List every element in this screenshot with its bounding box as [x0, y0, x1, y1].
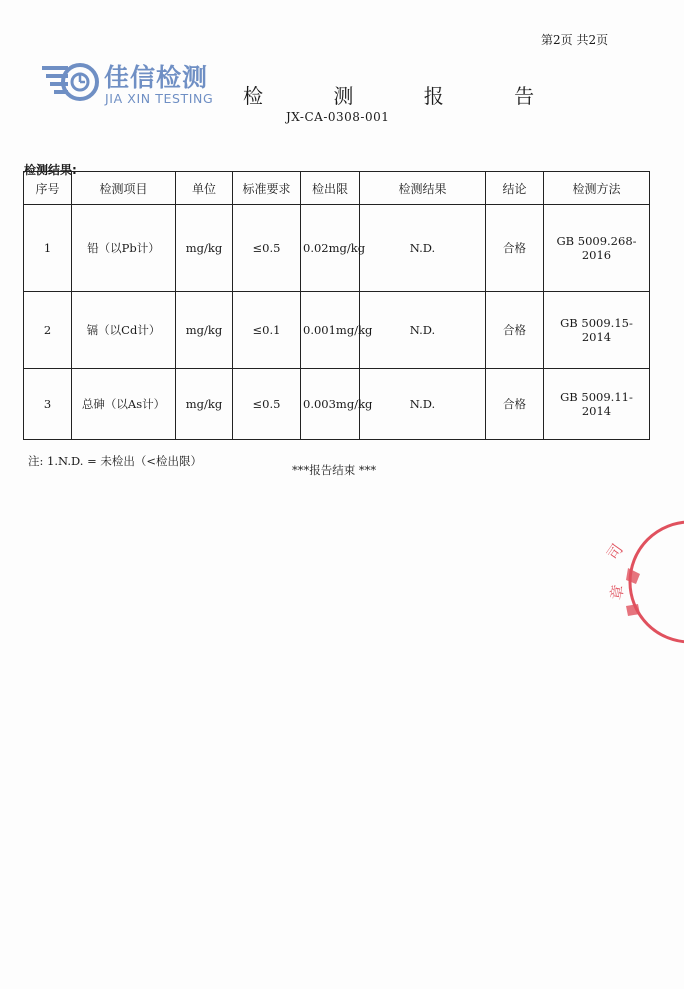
results-table: [23, 171, 650, 440]
table-header-row: [24, 172, 650, 205]
cell-result: N.D.: [360, 369, 486, 440]
svg-text:司: 司: [603, 540, 627, 564]
cell-unit: mg/kg: [176, 205, 233, 292]
logo-english-name: JIA XIN TESTING: [105, 91, 214, 106]
table-footnote: 注: 1.N.D. = 未检出（<检出限）: [28, 454, 203, 468]
column-header: 单位: [176, 172, 233, 205]
report-end-marker: ***报告结束 ***: [292, 463, 377, 477]
column-header: 标准要求: [233, 172, 301, 205]
cell-method: GB 5009.11-2014: [544, 369, 650, 440]
cell-method: GB 5009.15-2014: [544, 292, 650, 369]
table-row: [24, 205, 650, 292]
cell-no: 3: [24, 369, 72, 440]
column-header: 结论: [486, 172, 544, 205]
column-header: 序号: [24, 172, 72, 205]
cell-no: 2: [24, 292, 72, 369]
section-label: 检测结果:: [24, 163, 77, 177]
cell-conclusion: 合格: [486, 369, 544, 440]
report-title: 检 测 报 告: [243, 84, 567, 108]
column-header: 检出限: [301, 172, 360, 205]
report-number: JX-CA-0308-001: [286, 110, 390, 124]
table-row: [24, 369, 650, 440]
cell-limit: 0.003mg/kg: [301, 369, 360, 440]
column-header: 检测方法: [544, 172, 650, 205]
cell-limit: 0.02mg/kg: [301, 205, 360, 292]
cell-conclusion: 合格: [486, 205, 544, 292]
cell-requirement: ≤0.5: [233, 369, 301, 440]
cell-no: 1: [24, 205, 72, 292]
cell-item: 铅（以Pb计）: [72, 205, 176, 292]
page-number: 第2页 共2页: [541, 33, 609, 47]
cell-unit: mg/kg: [176, 292, 233, 369]
logo-chinese-name: 佳信检测: [104, 63, 209, 92]
cell-requirement: ≤0.1: [233, 292, 301, 369]
column-header: 检测项目: [72, 172, 176, 205]
official-seal-stamp: [598, 518, 684, 648]
cell-limit: 0.001mg/kg: [301, 292, 360, 369]
cell-requirement: ≤0.5: [233, 205, 301, 292]
logo-clock-icon: [42, 60, 100, 104]
cell-method: GB 5009.268-2016: [544, 205, 650, 292]
cell-result: N.D.: [360, 205, 486, 292]
cell-unit: mg/kg: [176, 369, 233, 440]
company-logo: [42, 58, 238, 108]
cell-item: 镉（以Cd计）: [72, 292, 176, 369]
column-header: 检测结果: [360, 172, 486, 205]
svg-text:章: 章: [607, 583, 628, 602]
cell-result: N.D.: [360, 292, 486, 369]
cell-item: 总砷（以As计）: [72, 369, 176, 440]
table-row: [24, 292, 650, 369]
cell-conclusion: 合格: [486, 292, 544, 369]
